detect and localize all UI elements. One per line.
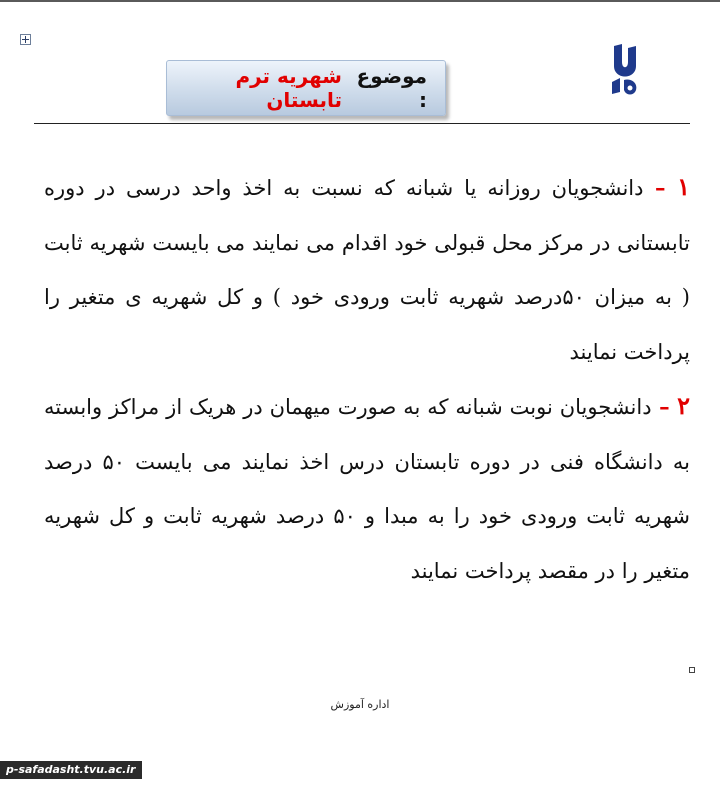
- notice-item-1: [44, 160, 690, 379]
- subject-banner: [166, 60, 446, 116]
- site-watermark: p-safadasht.tvu.ac.ir: [0, 761, 142, 779]
- top-border: [0, 0, 720, 2]
- paragraph-end-mark: [689, 667, 695, 673]
- item-number: ۱: [677, 172, 690, 201]
- table-move-handle-icon[interactable]: [20, 34, 31, 45]
- item-dash: –: [643, 175, 678, 200]
- university-logo: [608, 42, 642, 98]
- subject-title: شهریه ترم تابستان: [235, 64, 342, 112]
- item-number: ۲: [677, 391, 690, 420]
- subject-label: موضوع :: [356, 64, 427, 112]
- item-text: دانشجویان روزانه یا شبانه که نسبت به اخذ واحد درسی در دوره تابستانی در مرکز محل قبولی خود اقدام می نمایند می بایست شهریه ثابت ( به میزان ۵۰درصد شهریه ثابت ورودی خود ) و کل شهریه ی متغیر را پرداخت نمایند: [44, 176, 690, 364]
- item-text: دانشجویان نوبت شبانه که به صورت میهمان در هریک از مراکز وابسته به دانشگاه فنی در دوره تابستان درس اخذ نمایند می بایست ۵۰ درصد شهریه ثابت ورودی خود را به مبدا و ۵۰ درصد شهریه ثابت و کل شهریه متغیر را در مقصد پرداخت نمایند: [44, 395, 691, 583]
- item-dash: –: [651, 394, 678, 419]
- notice-item-2: [44, 379, 690, 598]
- notice-body: [44, 160, 690, 598]
- signature-office: اداره آموزش: [330, 698, 390, 711]
- header-divider: [34, 123, 690, 124]
